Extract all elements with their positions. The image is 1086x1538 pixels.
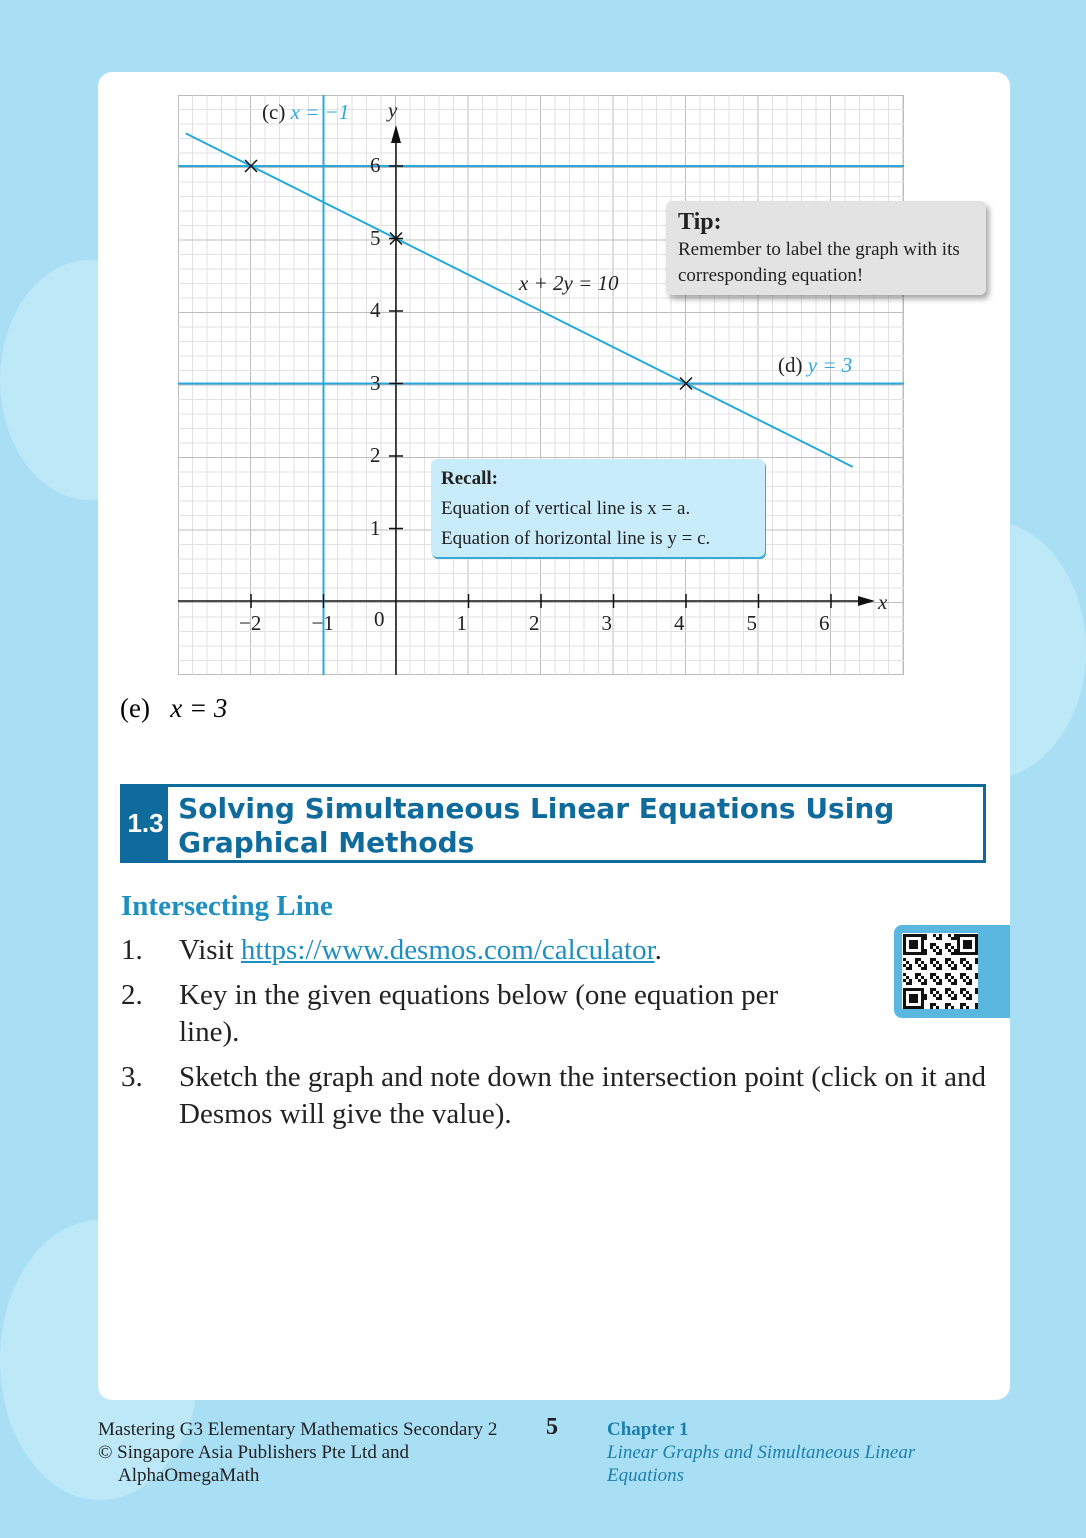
qr-module [948, 949, 951, 952]
qr-module [912, 952, 915, 955]
qr-module [936, 976, 939, 979]
qr-module [915, 946, 918, 949]
qr-module [936, 961, 939, 964]
qr-module [936, 982, 939, 985]
qr-module [915, 958, 918, 961]
qr-module [939, 982, 942, 985]
qr-module [918, 988, 921, 991]
qr-module [909, 997, 912, 1000]
qr-module [975, 973, 978, 976]
y-tick-label: 3 [370, 370, 381, 395]
qr-module [945, 973, 948, 976]
section-header [120, 784, 986, 863]
qr-module [930, 943, 933, 946]
qr-module [918, 979, 921, 982]
qr-module [939, 997, 942, 1000]
qr-module [906, 952, 909, 955]
qr-module [921, 949, 924, 952]
qr-module [918, 952, 921, 955]
qr-module [963, 952, 966, 955]
x-tick-label: 5 [746, 611, 757, 635]
qr-module [912, 994, 915, 997]
qr-module [921, 988, 924, 991]
qr-module [966, 940, 969, 943]
qr-module [924, 979, 927, 982]
qr-module [957, 949, 960, 952]
qr-module [951, 946, 954, 949]
qr-module [909, 979, 912, 982]
qr-module [903, 1006, 906, 1009]
qr-module [969, 952, 972, 955]
qr-module [915, 943, 918, 946]
qr-module [912, 943, 915, 946]
qr-module [921, 961, 924, 964]
qr-module [936, 1006, 939, 1009]
qr-code-tab[interactable] [894, 925, 1010, 1018]
qr-module [906, 934, 909, 937]
qr-module [972, 934, 975, 937]
qr-module [909, 982, 912, 985]
qr-module [921, 1006, 924, 1009]
qr-module [954, 937, 957, 940]
qr-module [963, 994, 966, 997]
x-tick-label: −2 [239, 611, 262, 635]
qr-module [921, 937, 924, 940]
qr-module [936, 997, 939, 1000]
qr-module [948, 943, 951, 946]
qr-module [975, 976, 978, 979]
qr-module [963, 958, 966, 961]
qr-module [903, 958, 906, 961]
qr-module [966, 961, 969, 964]
qr-module [960, 1003, 963, 1006]
qr-module [936, 991, 939, 994]
qr-module [939, 934, 942, 937]
qr-module [936, 946, 939, 949]
qr-module [939, 952, 942, 955]
y-tick-label: 1 [370, 515, 381, 540]
qr-module [951, 1006, 954, 1009]
qr-module [912, 940, 915, 943]
qr-module [915, 961, 918, 964]
x-tick-label: 6 [819, 611, 830, 635]
qr-module [915, 952, 918, 955]
qr-module [909, 967, 912, 970]
qr-module [939, 949, 942, 952]
qr-module [951, 997, 954, 1000]
qr-module [945, 943, 948, 946]
qr-module [903, 952, 906, 955]
qr-module [939, 967, 942, 970]
qr-module [951, 991, 954, 994]
qr-module [918, 1006, 921, 1009]
recall-box: Recall: Equation of vertical line is x = a. Equation of horizontal line is y = c. [431, 459, 765, 557]
qr-module [903, 940, 906, 943]
label-d: (d) y = 3 [778, 353, 853, 377]
x-axis-label: x [878, 590, 888, 614]
qr-module [915, 994, 918, 997]
qr-module [909, 952, 912, 955]
desmos-link[interactable]: https://www.desmos.com/calculator [240, 934, 655, 966]
qr-module [963, 988, 966, 991]
qr-module [948, 973, 951, 976]
qr-module [924, 949, 927, 952]
qr-module [966, 943, 969, 946]
qr-module [969, 994, 972, 997]
qr-module [933, 988, 936, 991]
qr-module [930, 961, 933, 964]
qr-module [966, 976, 969, 979]
qr-module [933, 964, 936, 967]
qr-module [966, 1006, 969, 1009]
qr-module [930, 976, 933, 979]
qr-module [909, 940, 912, 943]
y-tick-label: 4 [370, 298, 381, 322]
qr-module [924, 994, 927, 997]
y-tick-label: 6 [370, 153, 381, 177]
origin-label: 0 [374, 607, 385, 631]
qr-module [975, 952, 978, 955]
qr-module [930, 958, 933, 961]
section-title: Solving Simultaneous Linear Equations Using Graphical Methods [178, 792, 895, 859]
qr-module [957, 943, 960, 946]
qr-module [963, 1003, 966, 1006]
qr-module [960, 973, 963, 976]
qr-module [903, 997, 906, 1000]
qr-module [930, 973, 933, 976]
qr-module [903, 943, 906, 946]
qr-module [903, 946, 906, 949]
qr-module [954, 949, 957, 952]
qr-module [924, 997, 927, 1000]
qr-module [912, 934, 915, 937]
qr-module [975, 937, 978, 940]
qr-module [960, 988, 963, 991]
qr-module [945, 1006, 948, 1009]
qr-module [933, 958, 936, 961]
qr-module [951, 967, 954, 970]
qr-module [921, 982, 924, 985]
qr-module [903, 1003, 906, 1006]
qr-module [963, 934, 966, 937]
step-2: 2. Key in the given equations below (one equation per line). [121, 979, 779, 1048]
qr-module [912, 988, 915, 991]
qr-module [954, 979, 957, 982]
qr-module [921, 997, 924, 1000]
qr-module [906, 982, 909, 985]
qr-code-icon [902, 933, 978, 1009]
qr-module [960, 961, 963, 964]
qr-module [948, 958, 951, 961]
qr-module [951, 952, 954, 955]
qr-module [945, 946, 948, 949]
qr-module [954, 994, 957, 997]
qr-module [954, 982, 957, 985]
qr-module [915, 1006, 918, 1009]
qr-module [966, 952, 969, 955]
x-tick-label: 1 [456, 611, 467, 635]
footer-book: Mastering G3 Elementary Mathematics Secondary 2 © Singapore Asia Publishers Pte Ltd and AlphaOmegaMath [98, 1419, 498, 1486]
qr-module [957, 937, 960, 940]
qr-module [933, 1003, 936, 1006]
qr-module [957, 940, 960, 943]
qr-module [951, 982, 954, 985]
qr-module [969, 934, 972, 937]
qr-module [960, 991, 963, 994]
qr-module [903, 1000, 906, 1003]
qr-module [969, 979, 972, 982]
qr-module [921, 1000, 924, 1003]
qr-module [969, 946, 972, 949]
qr-module [936, 967, 939, 970]
qr-module [909, 946, 912, 949]
qr-module [939, 994, 942, 997]
qr-module [963, 964, 966, 967]
qr-module [903, 979, 906, 982]
x-tick-label: −1 [311, 611, 334, 635]
qr-module [948, 964, 951, 967]
subheading: Intersecting Line [121, 890, 333, 922]
qr-module [969, 964, 972, 967]
qr-module [915, 934, 918, 937]
qr-module [915, 973, 918, 976]
qr-module [930, 988, 933, 991]
qr-module [963, 946, 966, 949]
y-tick-label: 2 [370, 443, 381, 467]
qr-module [954, 952, 957, 955]
qr-module [975, 940, 978, 943]
qr-module [954, 997, 957, 1000]
qr-module [960, 976, 963, 979]
section-number: 1.3 [123, 787, 168, 860]
qr-module [960, 958, 963, 961]
qr-module [939, 979, 942, 982]
qr-module [966, 946, 969, 949]
x-tick-label: 3 [601, 611, 612, 635]
qr-module [903, 964, 906, 967]
qr-module [924, 982, 927, 985]
qr-module [909, 994, 912, 997]
qr-module [957, 934, 960, 937]
footer-chapter: Chapter 1 Linear Graphs and Simultaneous Linear Equations [607, 1419, 916, 1486]
qr-module [975, 991, 978, 994]
qr-module [915, 940, 918, 943]
page-number: 5 [546, 1414, 558, 1440]
label-c: (c) x = −1 [262, 100, 350, 124]
qr-module [969, 940, 972, 943]
qr-module [921, 943, 924, 946]
qr-module [954, 967, 957, 970]
qr-module [948, 934, 951, 937]
qr-module [909, 988, 912, 991]
qr-module [954, 964, 957, 967]
qr-module [948, 1003, 951, 1006]
qr-module [930, 991, 933, 994]
qr-module [939, 964, 942, 967]
qr-module [903, 988, 906, 991]
qr-module [924, 937, 927, 940]
qr-module [975, 1003, 978, 1006]
step-3: 3. Sketch the graph and note down the intersection point (click on it and Desmos will give the value). [121, 1061, 986, 1130]
qr-module [945, 976, 948, 979]
y-tick-label: 5 [370, 225, 381, 250]
qr-module [945, 991, 948, 994]
qr-module [903, 934, 906, 937]
qr-module [918, 958, 921, 961]
qr-module [948, 988, 951, 991]
qr-module [963, 973, 966, 976]
qr-module [957, 946, 960, 949]
qr-module [921, 967, 924, 970]
qr-module [945, 958, 948, 961]
qr-module [903, 973, 906, 976]
qr-module [975, 946, 978, 949]
qr-module [924, 934, 927, 937]
qr-module [903, 994, 906, 997]
qr-module [960, 934, 963, 937]
qr-module [963, 979, 966, 982]
qr-module [924, 967, 927, 970]
qr-module [936, 952, 939, 955]
qr-module [930, 946, 933, 949]
qr-module [921, 976, 924, 979]
qr-module [960, 952, 963, 955]
qr-module [969, 943, 972, 946]
qr-module [906, 1006, 909, 1009]
qr-module [951, 937, 954, 940]
qr-module [933, 934, 936, 937]
qr-module [951, 961, 954, 964]
tip-box: Tip: Remember to label the graph with its corresponding equation! [666, 201, 986, 295]
qr-module [945, 1003, 948, 1006]
qr-module [969, 967, 972, 970]
qr-module [975, 988, 978, 991]
line-label: x + 2y = 10 [519, 271, 619, 295]
qr-module [933, 943, 936, 946]
qr-module [915, 1000, 918, 1003]
qr-module [921, 940, 924, 943]
qr-module [954, 934, 957, 937]
qr-module [951, 976, 954, 979]
qr-module [912, 1006, 915, 1009]
qr-module [975, 949, 978, 952]
qr-module [972, 952, 975, 955]
qr-module [924, 964, 927, 967]
qr-module [936, 937, 939, 940]
qr-module [933, 949, 936, 952]
qr-module [921, 946, 924, 949]
part-e: (e) x = 3 [120, 693, 228, 723]
qr-module [948, 979, 951, 982]
qr-module [933, 994, 936, 997]
qr-module [930, 1003, 933, 1006]
qr-module [909, 964, 912, 967]
qr-module [966, 982, 969, 985]
qr-module [909, 1006, 912, 1009]
x-tick-label: 2 [529, 611, 540, 635]
qr-module [975, 943, 978, 946]
qr-module [939, 937, 942, 940]
qr-module [906, 976, 909, 979]
qr-module [963, 943, 966, 946]
qr-module [915, 976, 918, 979]
qr-module [918, 964, 921, 967]
qr-module [912, 1000, 915, 1003]
qr-module [918, 973, 921, 976]
qr-module [909, 1000, 912, 1003]
qr-module [921, 952, 924, 955]
qr-module [921, 934, 924, 937]
qr-module [906, 961, 909, 964]
graph [178, 95, 904, 675]
qr-module [966, 997, 969, 1000]
qr-module [903, 949, 906, 952]
qr-module [921, 994, 924, 997]
qr-module [975, 958, 978, 961]
qr-module [915, 988, 918, 991]
qr-module [960, 1006, 963, 1009]
qr-module [912, 946, 915, 949]
qr-module [906, 967, 909, 970]
qr-module [903, 937, 906, 940]
qr-module [975, 934, 978, 937]
qr-module [963, 940, 966, 943]
qr-module [945, 961, 948, 964]
y-axis-label: y [388, 98, 398, 122]
qr-module [933, 979, 936, 982]
qr-module [924, 952, 927, 955]
qr-module [966, 991, 969, 994]
qr-module [969, 982, 972, 985]
qr-module [909, 934, 912, 937]
step-1: 1. Visit https://www.desmos.com/calculator. [121, 934, 662, 966]
qr-module [921, 991, 924, 994]
qr-module [945, 988, 948, 991]
qr-module [966, 934, 969, 937]
qr-module [915, 997, 918, 1000]
qr-module [969, 997, 972, 1000]
qr-module [933, 973, 936, 976]
qr-module [957, 952, 960, 955]
qr-module [906, 988, 909, 991]
qr-module [918, 934, 921, 937]
qr-module [975, 1006, 978, 1009]
qr-module [948, 994, 951, 997]
qr-module [975, 961, 978, 964]
qr-module [909, 943, 912, 946]
qr-module [903, 991, 906, 994]
qr-module [966, 967, 969, 970]
qr-module [912, 997, 915, 1000]
qr-module [921, 1003, 924, 1006]
qr-module [930, 1006, 933, 1009]
x-tick-label: 4 [674, 611, 685, 635]
